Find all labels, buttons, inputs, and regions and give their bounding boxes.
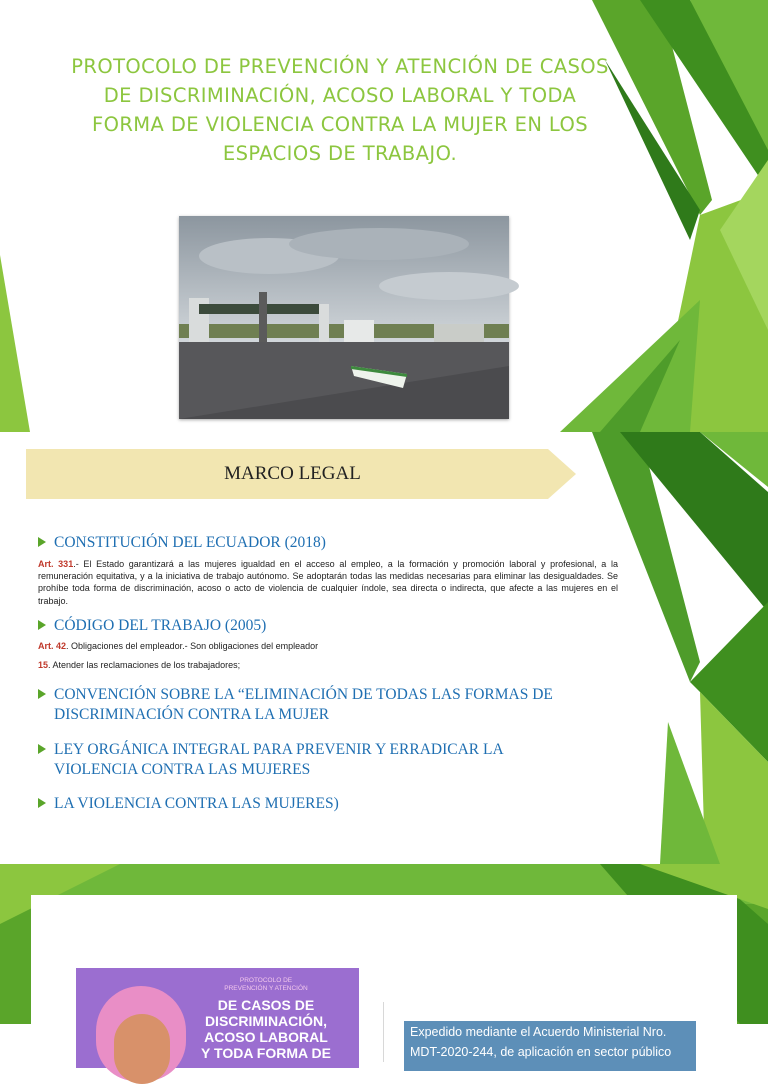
legal-item-violencia (38, 794, 339, 814)
legal-item-ley-organica (38, 740, 504, 780)
divider (383, 1002, 384, 1062)
legal-item-constitucion (38, 533, 326, 553)
cover-subtitle: PROTOCOLO DE PREVENCIÓN Y ATENCIÓN (224, 977, 308, 992)
title-line: ESPACIOS DE TRABAJO. (222, 142, 458, 165)
legal-item-heading: VIOLENCIA CONTRA LAS MUJERES (54, 761, 311, 778)
legal-item-heading: CONSTITUCIÓN DEL ECUADOR (2018) (54, 534, 326, 551)
title-line: PROTOCOLO DE PREVENCIÓN Y ATENCIÓN DE CASOS (71, 55, 609, 78)
document-card (31, 895, 737, 1061)
title-line: FORMA DE VIOLENCIA CONTRA LA MUJER EN LOS (91, 113, 589, 136)
bullet-triangle-icon (38, 798, 46, 808)
slide-title (0, 0, 768, 432)
legal-item-heading: LEY ORGÁNICA INTEGRAL PARA PREVENIR Y ERRADICAR LA (54, 741, 504, 758)
legal-item-heading: DISCRIMINACIÓN CONTRA LA MUJER (54, 706, 330, 723)
legal-item-heading: CÓDIGO DEL TRABAJO (2005) (54, 617, 267, 634)
bullet-triangle-icon (38, 744, 46, 754)
slide-marco-legal (0, 432, 768, 864)
bullet-triangle-icon (38, 537, 46, 547)
protocol-cover-image (76, 968, 359, 1068)
title-line: DE DISCRIMINACIÓN, ACOSO LABORAL Y TODA (103, 84, 577, 107)
legal-item-heading: LA VIOLENCIA CONTRA LAS MUJERES) (54, 795, 339, 812)
marco-legal-heading: MARCO LEGAL (224, 463, 361, 484)
article-label: 15 (38, 660, 49, 670)
legal-article-paragraph (38, 640, 618, 652)
bullet-triangle-icon (38, 620, 46, 630)
article-label: Art. 331 (38, 559, 74, 569)
article-text: . Atender las reclamaciones de los trabajadores; (48, 660, 241, 670)
article-text: . Obligaciones del empleador.- Son obligaciones del empleador (66, 641, 319, 651)
bullet-triangle-icon (38, 689, 46, 699)
cover-title: DE CASOS DE DISCRIMINACIÓN, ACOSO LABORAL Y TODA FORMA DE (201, 997, 331, 1061)
legal-article-paragraph (38, 558, 618, 607)
legal-article-paragraph (38, 659, 618, 671)
slide-protocolo-preview (0, 864, 768, 1061)
slide-title-heading (40, 52, 640, 168)
legal-item-convencion (38, 685, 553, 725)
legal-item-codigo-trabajo (38, 616, 266, 636)
workplace-entrance-photo (179, 216, 509, 419)
acuerdo-ministerial-box: Expedido mediante el Acuerdo Ministerial Nro. MDT-2020-244, de aplicación en sector público (404, 1021, 696, 1071)
article-text: .- El Estado garantizará a las mujeres igualdad en el acceso al empleo, a la formación y promoción laboral y profesional, a la remuneración equitativa, y a la iniciativa de trabajo autónomo. Se adoptarán todas las medidas necesarias para eliminar las desigualdades. Se prohíbe toda forma de discriminación, acoso o acto de violencia de cualquier índole, sea directa o indirecta, que afecte a las mujeres en el trabajo. (38, 559, 618, 606)
legal-item-heading: CONVENCIÓN SOBRE LA “ELIMINACIÓN DE TODAS LAS FORMAS DE (54, 686, 553, 703)
article-label: Art. 42 (38, 641, 67, 651)
